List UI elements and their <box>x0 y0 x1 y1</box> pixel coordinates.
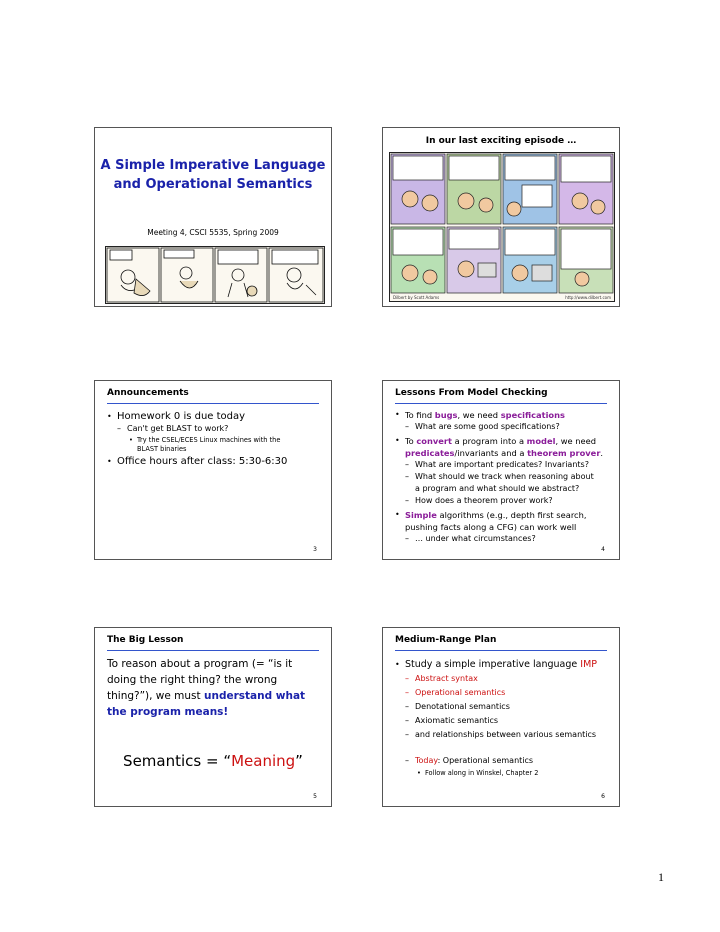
text: algorithms (e.g., depth first search, <box>436 510 587 520</box>
sub-bullet-specs: – What are some good specifications? <box>395 421 611 433</box>
slide-body <box>107 409 323 468</box>
paragraph-line: doing the right thing? the wrong <box>107 674 278 686</box>
bullet-simple-continuation: pushing facts along a CFG) can work well <box>405 522 577 532</box>
slide-body <box>395 407 611 545</box>
bullet-homework: • Homework 0 is due today <box>107 411 323 423</box>
keyword-imp: IMP <box>580 659 597 670</box>
slide-heading: Medium-Range Plan <box>395 635 497 645</box>
slide-heading: The Big Lesson <box>107 635 184 645</box>
text: To find <box>405 410 435 420</box>
comic-credit-left: Dilbert by Scott Adams <box>393 295 440 300</box>
text: Study a simple imperative language <box>405 659 581 670</box>
slide-heading: Announcements <box>107 388 189 398</box>
item-axiomatic-semantics: – Axiomatic semantics <box>395 714 611 728</box>
heading-divider <box>395 403 607 404</box>
slide-3 <box>94 380 332 560</box>
keyword-predicates: predicates <box>405 448 455 458</box>
page-number: 1 <box>658 870 664 884</box>
comic-strip-image <box>105 246 325 304</box>
text: . <box>600 448 604 458</box>
slide-number: 4 <box>601 546 605 553</box>
item-follow-along: • Follow along in Winskel, Chapter 2 <box>395 768 611 778</box>
semantics-equals-meaning <box>95 752 331 770</box>
item-today <box>395 754 611 768</box>
sub-sub-bullet-continuation: BLAST binaries <box>137 445 187 453</box>
item-relationships: – and relationships between various semantics <box>395 728 611 742</box>
text: , we need <box>555 436 596 446</box>
text: , we need <box>457 410 501 420</box>
word-meaning: Meaning <box>231 752 296 770</box>
word-today: Today <box>415 756 438 765</box>
text: ” <box>295 752 303 770</box>
bullet-convert-continuation <box>395 447 611 459</box>
text: To <box>405 436 417 446</box>
slide-1 <box>94 127 332 307</box>
dilbert-comic-image <box>389 152 615 302</box>
sub-bullet-predicates: – What are important predicates? Invariants? <box>395 459 611 471</box>
slide-title <box>95 156 331 194</box>
slide-number: 6 <box>601 793 605 800</box>
comic-credit-right: http://www.dilbert.com <box>565 295 611 300</box>
keyword-theorem-prover: theorem prover <box>527 448 601 458</box>
text: : Operational semantics <box>437 756 534 765</box>
text: a program into a <box>452 436 527 446</box>
slide-number: 3 <box>313 546 317 553</box>
slide-6 <box>382 627 620 807</box>
slide-heading: Lessons From Model Checking <box>395 388 548 398</box>
sub-sub-bullet-machines: • Try the CSEL/ECES Linux machines with the <box>107 435 323 445</box>
title-line-2: and Operational Semantics <box>113 177 313 192</box>
slide-5 <box>94 627 332 807</box>
text: thing?”), we must <box>107 690 204 702</box>
item-abstract-syntax: – Abstract syntax <box>395 672 611 686</box>
sub-bullet-track: – What should we track when reasoning about <box>395 471 611 483</box>
bullet-office-hours: • Office hours after class: 5:30-6:30 <box>107 456 323 468</box>
bullet-study-imp <box>395 658 611 672</box>
paragraph-line <box>107 688 323 704</box>
slide-body <box>395 656 611 778</box>
keyword-convert: convert <box>416 436 452 446</box>
item-operational-semantics: – Operational semantics <box>395 686 611 700</box>
bullet-bugs <box>395 409 611 421</box>
item-denotational-semantics: – Denotational semantics <box>395 700 611 714</box>
sub-bullet-track-continuation: a program and what should we abstract? <box>415 484 580 493</box>
slide-heading: In our last exciting episode … <box>425 136 577 146</box>
paragraph-line: To reason about a program (= “is it <box>107 658 293 670</box>
heading-divider <box>107 403 319 404</box>
sub-bullet-blast: – Can't get BLAST to work? <box>107 423 323 435</box>
emphasis-program-means: the program means! <box>107 706 229 718</box>
bullet-convert <box>395 435 611 447</box>
heading-divider <box>107 650 319 651</box>
keyword-model: model <box>526 436 556 446</box>
title-line-1: A Simple Imperative Language <box>100 158 326 173</box>
sub-bullet-theorem-prover: – How does a theorem prover work? <box>395 495 611 507</box>
text: /invariants and a <box>454 448 528 458</box>
slide-2 <box>382 127 620 307</box>
slide-subtitle: Meeting 4, CSCI 5535, Spring 2009 <box>147 228 279 237</box>
keyword-specifications: specifications <box>500 410 565 420</box>
heading-divider <box>395 650 607 651</box>
keyword-bugs: bugs <box>434 410 458 420</box>
slide-number: 5 <box>313 793 317 800</box>
text: Semantics = “ <box>123 752 232 770</box>
slide-4 <box>382 380 620 560</box>
lesson-paragraph <box>107 656 323 720</box>
keyword-simple: Simple <box>405 510 437 520</box>
bullet-simple-algorithms <box>395 509 611 521</box>
sub-bullet-circumstances: – … under what circumstances? <box>395 533 611 545</box>
emphasis-understand: understand what <box>204 690 306 702</box>
